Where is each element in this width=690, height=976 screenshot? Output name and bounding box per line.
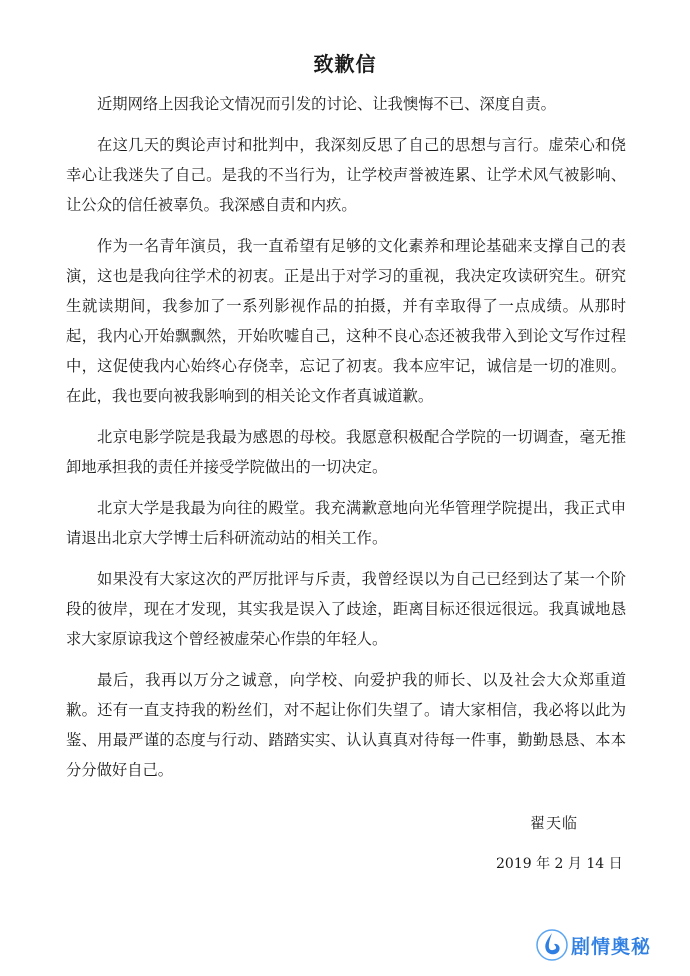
paragraph-1: 近期网络上因我论文情况而引发的讨论、让我懊悔不已、深度自责。 [97, 95, 556, 113]
letter-title: 致歉信 [313, 52, 377, 76]
paragraph-5: 北京大学是我最为向往的殿堂。我充满歉意地向光华管理学院提出，我正式申请退出北京大学博士后科研流动站的相关工作。 [66, 499, 626, 547]
watermark-text: 剧情奥秘 [571, 935, 652, 958]
paragraph-6: 如果没有大家这次的严厉批评与斥责，我曾经误以为自己已经到达了某一个阶段的彼岸，现在才发现，其实我是误入了歧途，距离目标还很远很远。我真诚地恳求大家原谅我这个曾经被虚荣心作祟的年轻人。 [66, 570, 626, 648]
paragraph-2: 在这几天的舆论声讨和批判中，我深刻反思了自己的思想与言行。虚荣心和侥幸心让我迷失了自己。是我的不当行为，让学校声誉被连累、让学术风气被影响、让公众的信任被辜负。我深感自责和内疚。 [66, 136, 626, 214]
letter-body [66, 89, 626, 796]
paragraph-3: 作为一名青年演员，我一直希望有足够的文化素养和理论基础来支撑自己的表演，这也是我向往学术的初衷。正是出于对学习的重视，我决定攻读研究生。研究生就读期间，我参加了一系列影视作品的拍摄，并有幸取得了一点成绩。从那时起，我内心开始飘飘然，开始吹嘘自己，这种不良心态还被我带入到论文写作过程中，这促使我内心始终心存侥幸，忘记了初衷。我本应牢记，诚信是一切的准则。在此，我也要向被我影响到的相关论文作者真诚道歉。 [66, 237, 626, 405]
watermark-logo-icon [535, 928, 569, 962]
watermark [535, 925, 651, 965]
paragraph-4: 北京电影学院是我最为感恩的母校。我愿意积极配合学院的一切调查，毫无推卸地承担我的责任并接受学院做出的一切决定。 [66, 428, 626, 476]
paragraph-7: 最后，我再以万分之诚意，向学校、向爱护我的师长、以及社会大众郑重道歉。还有一直支持我的粉丝们，对不起让你们失望了。请大家相信，我必将以此为鉴、用最严谨的态度与行动、踏踏实实、认认真真对待每一件事，勤勤恳恳、本本分分做好自己。 [66, 671, 626, 779]
signature-name: 翟天临 [530, 814, 579, 832]
signature-date: 2019 年 2 月 14 日 [496, 856, 623, 872]
